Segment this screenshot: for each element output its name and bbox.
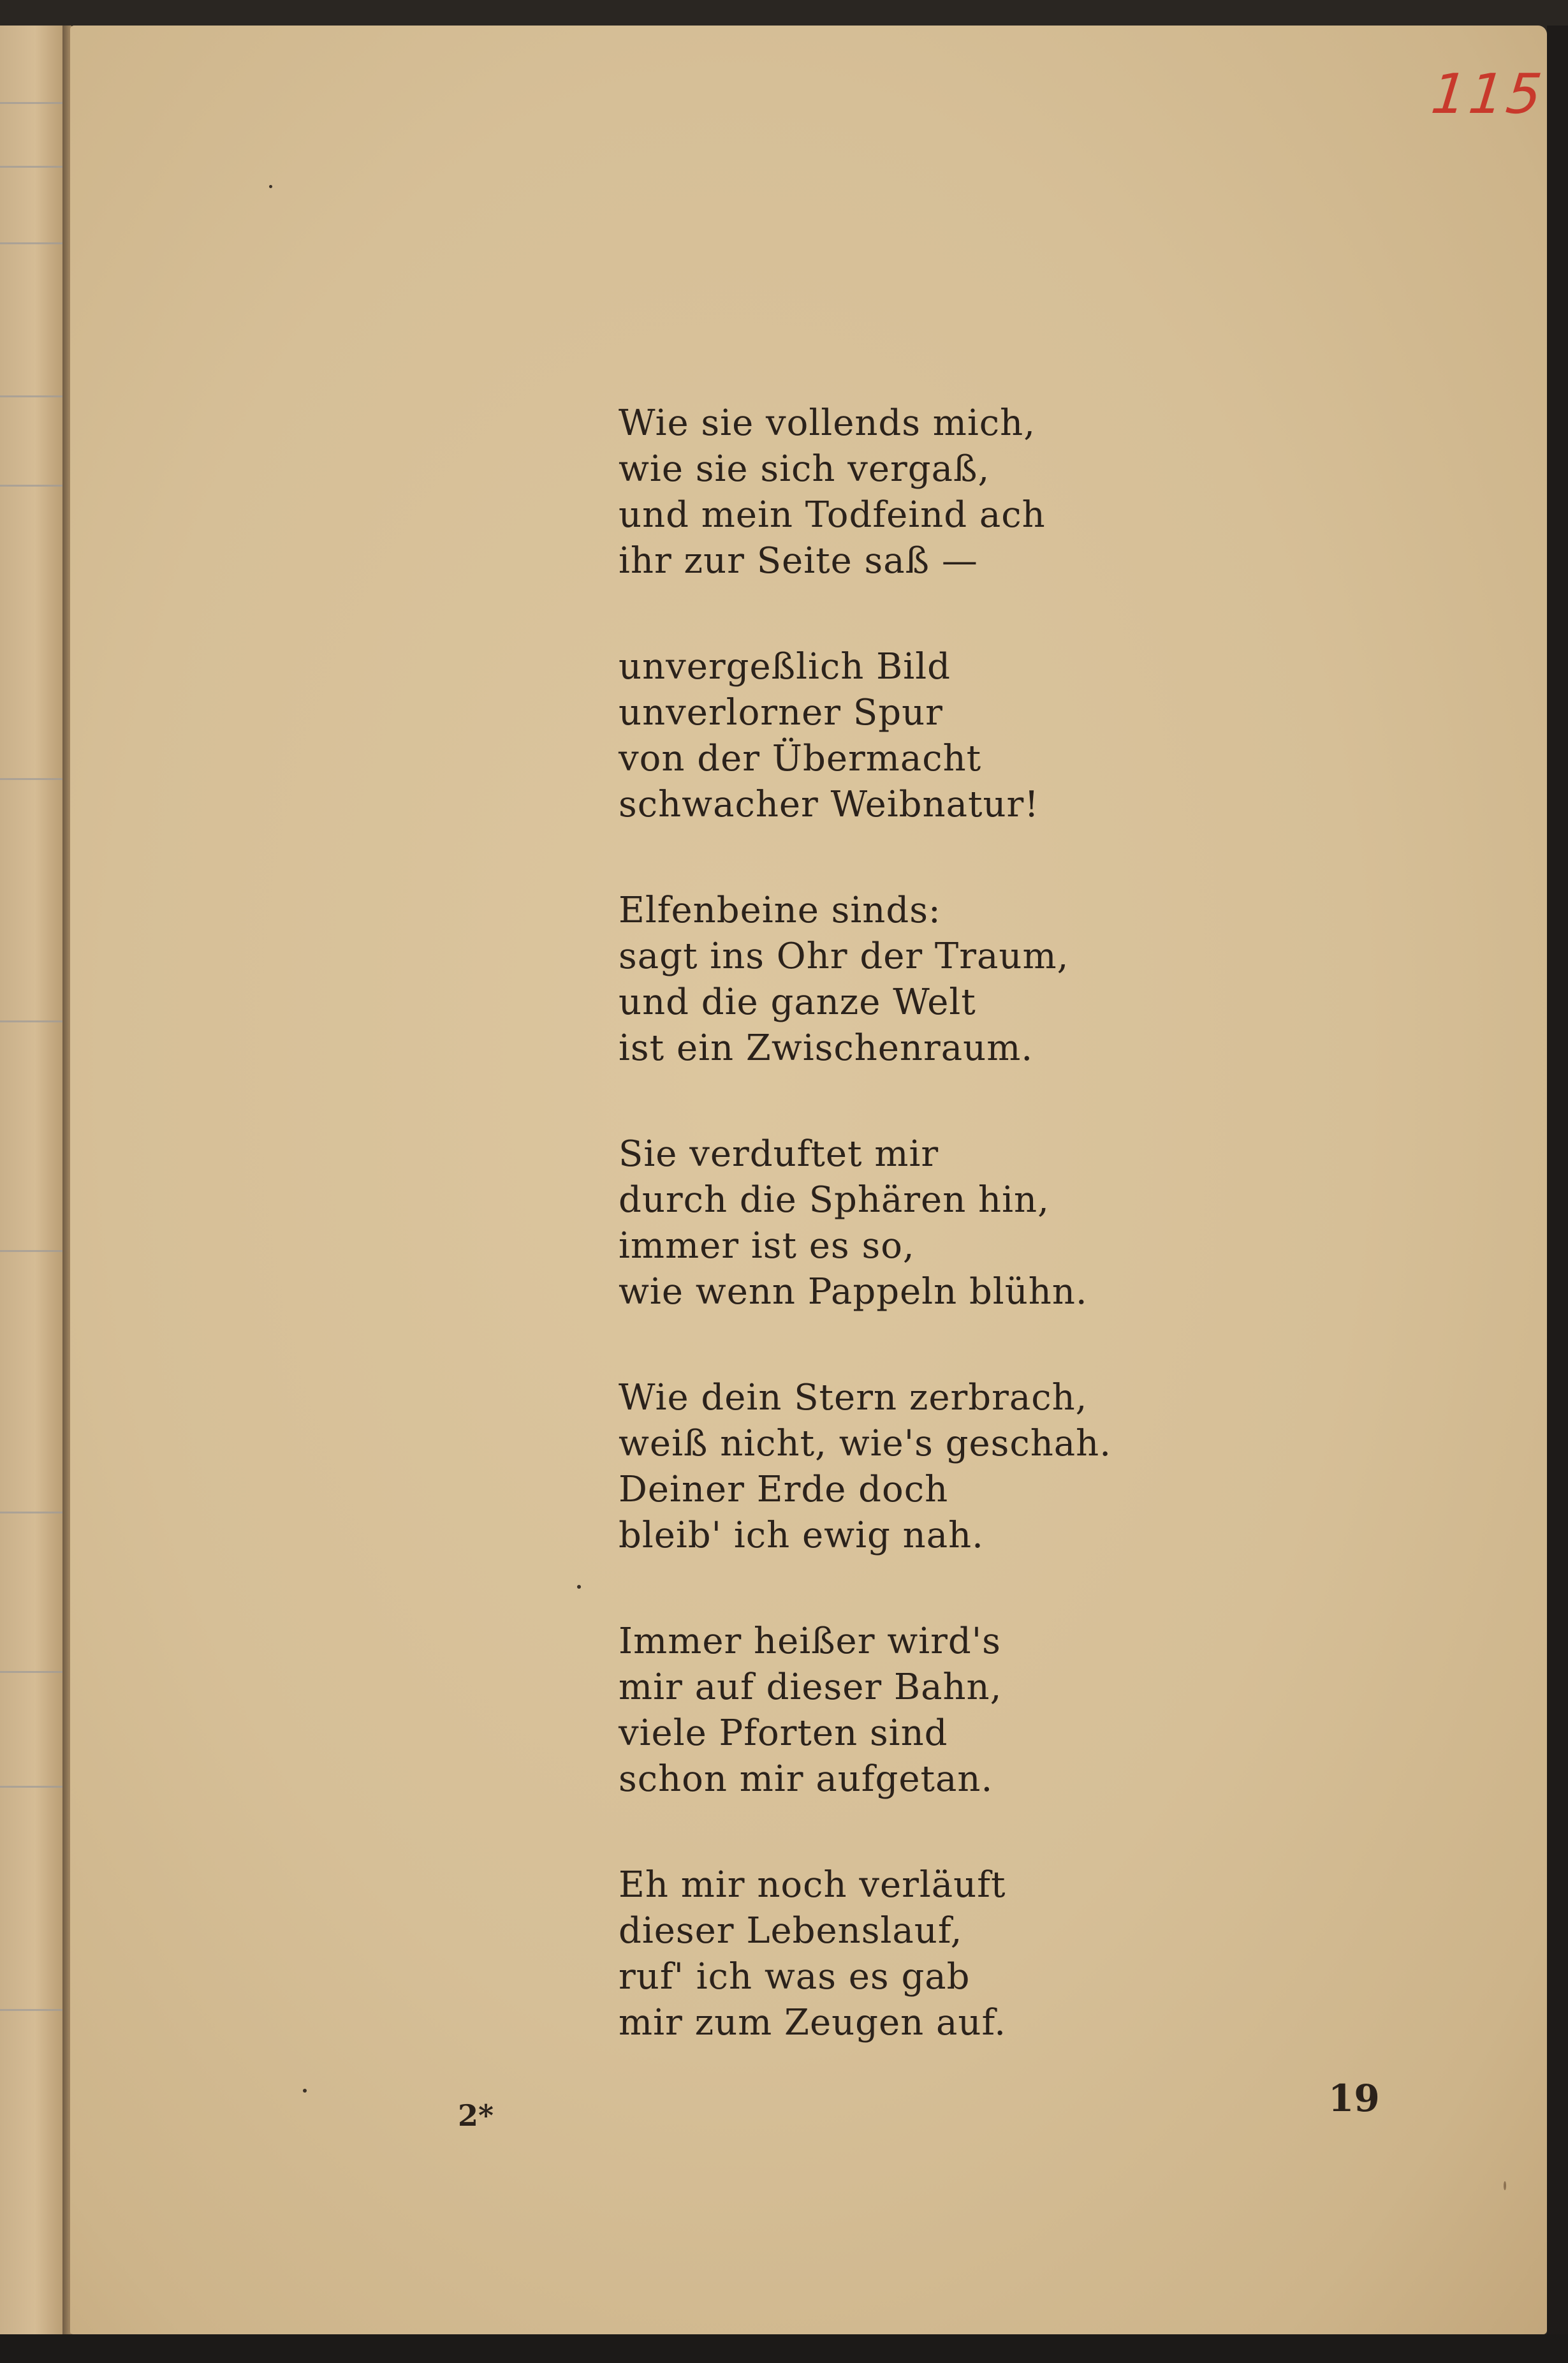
poem-line: und mein Todfeind ach bbox=[619, 494, 1046, 536]
poem-line: Sie verduftet mir bbox=[619, 1133, 939, 1175]
poem-line: ist ein Zwischenraum. bbox=[619, 1027, 1034, 1069]
poem-line: Elfenbeine sinds: bbox=[619, 890, 941, 931]
stanza bbox=[619, 401, 1192, 584]
poem-line: unverlorner Spur bbox=[619, 692, 943, 733]
poem-line: mir zum Zeugen auf. bbox=[619, 2002, 1007, 2043]
poem-line: ruf' ich was es gab bbox=[619, 1956, 971, 1998]
poem-line: wie wenn Pappeln blühn. bbox=[619, 1271, 1088, 1313]
poem-line: schon mir aufgetan. bbox=[619, 1758, 993, 1800]
poem-text bbox=[619, 401, 1192, 2106]
stanza bbox=[619, 1131, 1192, 1315]
poem-line: Deiner Erde doch bbox=[619, 1469, 949, 1510]
stanza bbox=[619, 1862, 1192, 2046]
poem-line: ihr zur Seite saß — bbox=[619, 540, 978, 582]
poem-line: bleib' ich ewig nah. bbox=[619, 1515, 984, 1556]
stanza bbox=[619, 888, 1192, 1071]
poem-line: mir auf dieser Bahn, bbox=[619, 1667, 1002, 1708]
poem-line: und die ganze Welt bbox=[619, 982, 976, 1023]
poem-line: schwacher Weibnatur! bbox=[619, 784, 1039, 825]
handwritten-folio-number: 115 bbox=[1428, 63, 1548, 126]
poem-line: Eh mir noch verläuft bbox=[619, 1864, 1006, 1906]
stanza bbox=[619, 644, 1192, 828]
poem-line: Immer heißer wird's bbox=[619, 1621, 1001, 1662]
printer-signature-mark: 2* bbox=[458, 2098, 494, 2133]
poem-line: unvergeßlich Bild bbox=[619, 646, 951, 688]
poem-line: wie sie sich vergaß, bbox=[619, 448, 990, 490]
poem-line: Wie sie vollends mich, bbox=[619, 402, 1036, 444]
poem-line: dieser Lebenslauf, bbox=[619, 1910, 963, 1952]
poem-line: durch die Sphären hin, bbox=[619, 1179, 1050, 1221]
stanza bbox=[619, 1619, 1192, 1802]
poem-line: von der Übermacht bbox=[619, 738, 982, 779]
stanza bbox=[619, 1375, 1192, 1559]
poem-line: immer ist es so, bbox=[619, 1225, 915, 1267]
bottom-dark-edge bbox=[0, 2334, 1568, 2363]
right-dark-edge bbox=[1547, 26, 1568, 2334]
poem-line: weiß nicht, wie's geschah. bbox=[619, 1423, 1112, 1464]
poem-line: Wie dein Stern zerbrach, bbox=[619, 1377, 1088, 1418]
page-number: 19 bbox=[1328, 2077, 1380, 2120]
poem-line: viele Pforten sind bbox=[619, 1712, 948, 1754]
poem-line: sagt ins Ohr der Traum, bbox=[619, 936, 1069, 977]
left-page-edge bbox=[0, 26, 64, 2334]
